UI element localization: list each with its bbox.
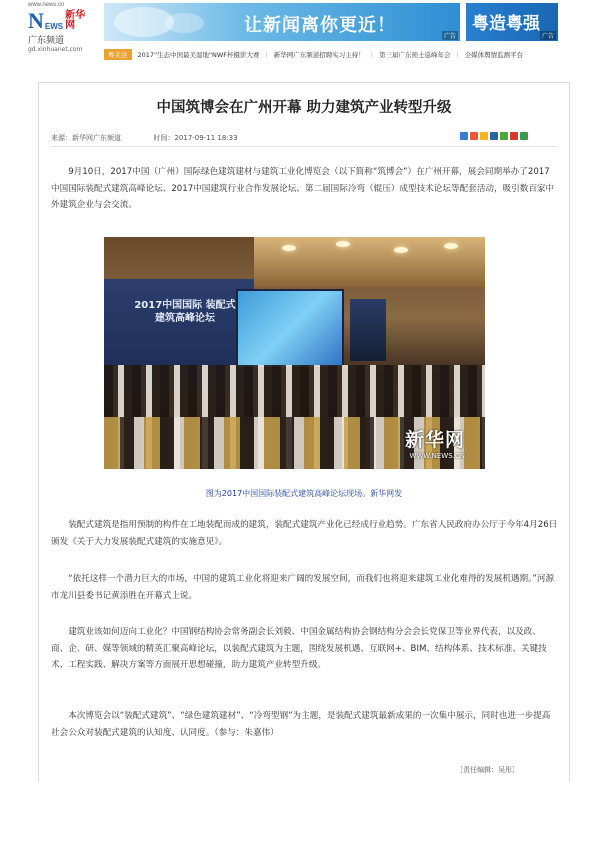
site-logo[interactable]	[28, 2, 88, 60]
article-source: 来源：新华网广东频道	[51, 134, 121, 142]
divider	[50, 146, 558, 147]
banner-slogan: 粤造粤强	[472, 14, 540, 34]
article-paragraph: “依托这样一个潜力巨大的市场，中国的建筑工业化将迎来广阔的发展空间，而我们也将迎来建筑工业化难得的发展机遇期。”河源市龙川县委书记黄添胜在开幕式上说。	[51, 574, 555, 601]
logo-ews: EWS	[44, 22, 64, 31]
logo-n: N	[28, 8, 44, 33]
photo-backdrop-text: 2017中国国际 装配式建筑高峰论坛	[134, 300, 236, 324]
article-paragraph: 装配式建筑是指用预制的构件在工地装配而成的建筑，装配式建筑产业化已经成行业趋势。广东省人民政府办公厅于今年4月26日颁发《关于大力发展装配式建筑的实施意见》。	[51, 520, 558, 547]
ticker-separator: |	[370, 50, 373, 58]
logo-url: www.news.cn	[28, 2, 65, 8]
article-meta	[51, 133, 242, 143]
kaixin-icon[interactable]	[510, 132, 518, 140]
share-bar	[460, 132, 528, 140]
photo-light	[444, 243, 458, 249]
weibo-icon[interactable]	[470, 132, 478, 140]
ticker-separator: |	[265, 50, 268, 58]
article-photo	[104, 237, 485, 469]
ad-tag: 广告	[541, 33, 554, 40]
main-banner-ad[interactable]	[104, 3, 460, 41]
article-paragraph: 建筑业该如何迈向工业化？中国钢结构协会常务副会长刘毅、中国金属结构协会钢结构分会会长党保卫等业界代表，以及政、商、企、研、媒等领域的精英汇聚高峰论坛，以装配式建筑为主题，围绕发展机遇、互联网+、BIM、结构体系、技术标准、关键技术、工程实践、解决方案等方面展开思想碰撞，助力建筑产业转型升级。	[51, 627, 547, 670]
article-time: 时间：2017-09-11 18:33	[153, 134, 238, 142]
responsible-editor: ［责任编辑：吴彤］	[456, 766, 519, 774]
douban-icon[interactable]	[520, 132, 528, 140]
qzone-icon[interactable]	[480, 132, 488, 140]
ticker-item[interactable]: 2017"生态中国最美湿地"NWF杯摄影大赛	[137, 50, 260, 59]
banner-slogan: 让新闻离你更近！	[244, 15, 396, 36]
photo-side-panel	[350, 299, 386, 361]
watermark-en: WWW.NEWS.CN	[409, 452, 465, 460]
logo-suburl: gd.xinhuanet.com	[28, 46, 83, 53]
ticker-item[interactable]: 新华网广东频道招聘实习主持！	[273, 50, 365, 59]
logo-xinhua: 新华网	[65, 10, 86, 31]
wechat-icon[interactable]	[500, 132, 508, 140]
photo-projection-screen	[236, 289, 344, 369]
ad-tag: 广告	[443, 33, 456, 40]
share-plus-icon[interactable]	[460, 132, 468, 140]
ticker-item[interactable]: 第三届广东预土巡峰年会	[378, 50, 451, 59]
ticker-hot-label: 粤关注	[104, 49, 132, 60]
article-title: 中国筑博会在广州开幕 助力建筑产业转型升级	[156, 100, 452, 116]
article-paragraph: 本次博览会以“装配式建筑”、“绿色建筑建材”、“冷弯型钢”为主题，是装配式建筑最新成果的一次集中展示，同时也进一步提高社会公众对装配式建筑的认知度、认同度。（参与：朱嘉伟）	[51, 711, 551, 738]
side-banner-ad[interactable]	[466, 3, 558, 41]
photo-light	[394, 247, 408, 253]
ticker-separator: |	[456, 50, 459, 58]
ticker-item[interactable]: 全媒体舆情监测平台	[464, 50, 524, 59]
logo-mark	[28, 9, 88, 31]
logo-region: 广东频道	[28, 36, 65, 46]
photo-watermark	[405, 425, 465, 460]
photo-caption: 图为2017中国国际装配式建筑高峰论坛现场。新华网发	[205, 489, 403, 498]
news-ticker	[104, 47, 560, 61]
renren-icon[interactable]	[490, 132, 498, 140]
article-paragraph: 9月10日，2017中国（广州）国际绿色建筑建材与建筑工业化博览会（以下简称“筑博会”）在广州开幕，展会同期举办了2017中国国际装配式建筑高峰论坛、2017中国建筑行业合作发展论坛、第二届国际冷弯（辊压）成型技术论坛等配套活动，吸引数百家中外建筑企业与会交流。	[51, 167, 555, 210]
watermark-cn: 新华网	[404, 429, 465, 451]
banner-decoration	[164, 13, 204, 33]
photo-light	[336, 241, 350, 247]
photo-light	[282, 245, 296, 251]
